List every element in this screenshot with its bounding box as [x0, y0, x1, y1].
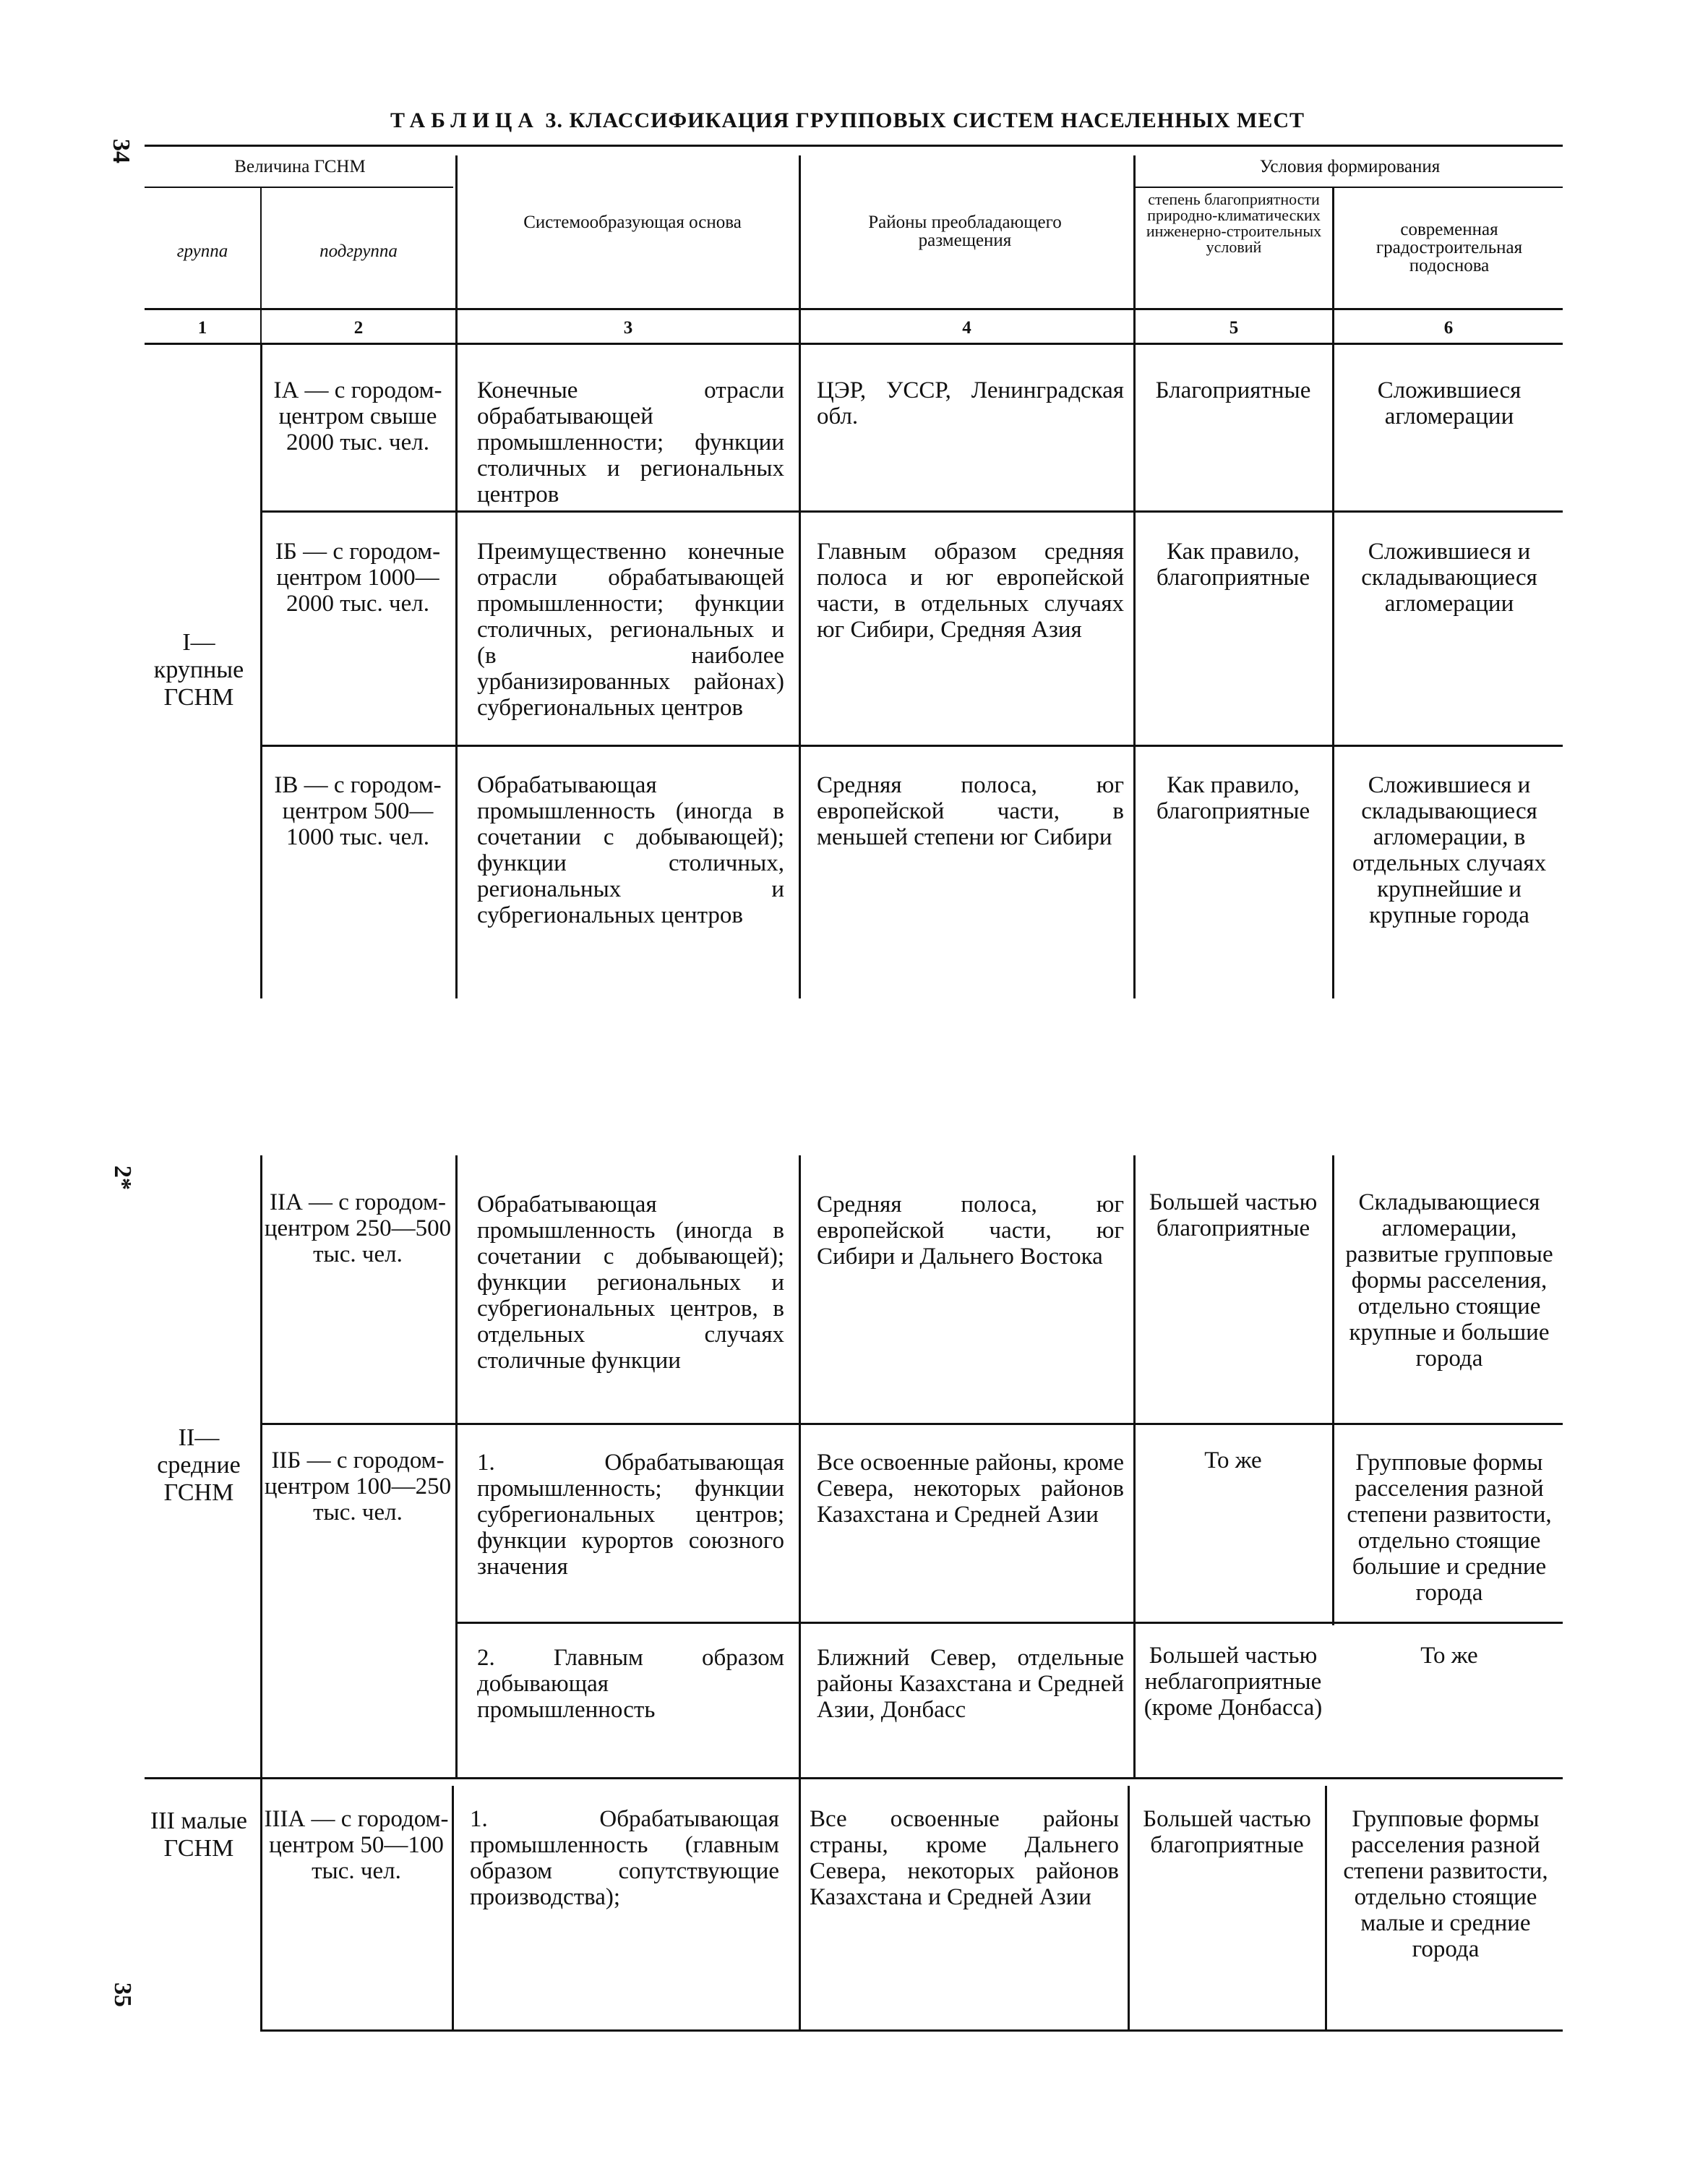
body-vline-5-last	[1325, 1786, 1327, 2032]
row-3-base: Сложившиеся и складывающиеся агломерации, в отдельных случаях крупнейшие и крупные города	[1352, 772, 1547, 928]
header-col-group: группа	[176, 241, 228, 261]
row-5-basis: 1. Обрабатывающая промышленность; функции субрегиональных центров; функции курортов союзного значения	[477, 1450, 784, 1580]
row-rule-5	[145, 1777, 1563, 1779]
row-2-basis: Преимущественно конечные отрасли обрабатывающей промышленности; функции столичных, региональных и (в наиболее урбанизированных районах) субрегиональных центров	[477, 539, 784, 721]
body-vline-4-bottom	[1133, 1155, 1136, 1777]
row-7-subgroup: IIIА — с городом-центром 50—100 тыс. чел.	[264, 1806, 449, 1884]
row-6-conditions: Большей частью неблагоприятные (кроме Донбасса)	[1143, 1643, 1323, 1721]
body-vline-3-bottom	[799, 1155, 801, 2032]
row-3-regions: Средняя полоса, юг европейской части, в меньшей степени юг Сибири	[817, 772, 1124, 850]
column-number-5: 5	[1229, 318, 1239, 338]
body-vline-4-last	[1128, 1786, 1130, 2032]
row-4-subgroup: IIА — с городом-центром 250—500 тыс. чел.	[264, 1189, 452, 1267]
row-1-base: Сложившиеся агломерации	[1377, 377, 1522, 429]
row-4-basis: Обрабатывающая промышленность (иногда в сочетании с добывающей); функции региональных и субрегиональных центров, в отдельных случаях столичные функции	[477, 1192, 784, 1374]
row-rule-4	[457, 1622, 1563, 1624]
header-conditions-rule	[1135, 187, 1563, 188]
row-1-subgroup: IА — с городом-центром свыше 2000 тыс. чел.	[273, 377, 442, 455]
header-size-group: Величина ГСНМ	[234, 157, 366, 176]
header-size-rule	[145, 187, 453, 188]
body-vline-1-bottom	[260, 1155, 262, 2032]
column-number-2: 2	[353, 318, 364, 338]
row-4-base: Складывающиеся агломерации, развитые групповые формы расселения, отдельно стоящие крупные и большие города	[1345, 1189, 1553, 1372]
table-title-text: 3. КЛАССИФИКАЦИЯ ГРУППОВЫХ СИСТЕМ НАСЕЛЕННЫХ МЕСТ	[545, 108, 1305, 132]
row-5-base: Групповые формы расселения разной степени развитости, отдельно стоящие большие и средние города	[1347, 1450, 1552, 1606]
header-vline-5	[1332, 188, 1334, 343]
table-bottom-rule	[262, 2029, 1563, 2032]
column-number-6: 6	[1443, 318, 1454, 338]
column-number-3: 3	[623, 318, 633, 338]
row-3-conditions: Как правило, благоприятные	[1156, 772, 1310, 824]
group-label-1: I—крупные ГСНМ	[153, 629, 244, 711]
header-col-regions: Районы преобладающего размещения	[868, 213, 1062, 250]
row-3-basis: Обрабатывающая промышленность (иногда в сочетании с добывающей); функции столичных, региональных и субрегиональных центров	[477, 772, 784, 928]
body-vline-2-bottom	[455, 1155, 458, 1777]
body-vline-5-top	[1332, 344, 1334, 998]
body-vline-4-top	[1133, 344, 1136, 998]
header-vline-3	[799, 155, 801, 343]
header-bottom-rule	[145, 343, 1563, 345]
row-rule-3	[262, 1423, 1563, 1425]
row-4-conditions: Большей частью благоприятные	[1149, 1189, 1318, 1241]
header-col-subgroup: подгруппа	[319, 241, 398, 261]
body-vline-2-top	[455, 344, 458, 998]
row-6-regions: Ближний Север, отдельные районы Казахстана и Средней Азии, Донбасс	[817, 1645, 1124, 1723]
table-title-label: ТАБЛИЦА	[390, 108, 539, 132]
body-vline-1-top	[260, 344, 262, 998]
header-vline-1	[260, 188, 262, 343]
page-number-left: 34	[108, 139, 134, 163]
row-7-base: Групповые формы расселения разной степени развитости, отдельно стоящие малые и средние города	[1343, 1806, 1548, 1962]
row-6-basis: 2. Главным образом добывающая промышленность	[477, 1645, 784, 1723]
header-conditions-group: Условия формирования	[1259, 157, 1441, 176]
row-7-regions: Все освоенные районы страны, кроме Дальнего Севера, некоторых районов Казахстана и Средней Азии	[810, 1806, 1119, 1910]
row-7-conditions: Большей частью благоприятные	[1143, 1806, 1311, 1858]
column-number-1: 1	[197, 318, 207, 338]
row-5-regions: Все освоенные районы, кроме Севера, некоторых районов Казахстана и Средней Азии	[817, 1450, 1124, 1528]
row-7-basis: 1. Обрабатывающая промышленность (главным образом сопутствующие производства);	[470, 1806, 779, 1910]
body-vline-5-bottom	[1332, 1155, 1334, 1625]
row-5-subgroup: IIБ — с городом-центром 100—250 тыс. чел.	[264, 1447, 452, 1526]
row-rule-2	[262, 745, 1563, 747]
group-label-3: III малые ГСНМ	[150, 1808, 248, 1862]
row-2-subgroup: IБ — с городом-центром 1000—2000 тыс. чел.	[275, 539, 441, 617]
row-1-conditions: Благоприятные	[1155, 377, 1311, 403]
table-title	[390, 108, 1475, 133]
page-number-right: 35	[109, 1982, 136, 2007]
row-6-base: То же	[1420, 1643, 1478, 1669]
row-2-conditions: Как правило, благоприятные	[1156, 539, 1310, 591]
body-vline-3-top	[799, 344, 801, 998]
group-label-2: II—средние ГСНМ	[157, 1424, 241, 1506]
row-2-regions: Главным образом средняя полоса и юг европейской части, в отдельных случаях юг Сибири, Средняя Азия	[817, 539, 1124, 643]
header-top-rule	[145, 145, 1563, 147]
row-5-conditions: То же	[1204, 1447, 1262, 1473]
row-rule-1	[262, 510, 1563, 513]
row-1-regions: ЦЭР, УССР, Ленинградская обл.	[817, 377, 1124, 429]
signature-mark: 2*	[109, 1165, 136, 1190]
row-2-base: Сложившиеся и складывающиеся агломерации	[1361, 539, 1537, 617]
row-3-subgroup: IВ — с городом-центром 500—1000 тыс. чел.	[274, 772, 442, 850]
header-col-basis: Системообразующая основа	[523, 213, 742, 232]
header-col-base: современная градостроительная подоснова	[1376, 220, 1523, 275]
body-vline-2-last	[452, 1786, 454, 2032]
row-1-basis: Конечные отрасли обрабатывающей промышленности; функции столичных и региональных центров	[477, 377, 784, 508]
header-col-conditions: степень благоприятности природно-климатических инженерно-строительных условий	[1146, 190, 1322, 256]
header-vline-4	[1133, 155, 1136, 343]
column-number-4: 4	[962, 318, 971, 338]
row-4-regions: Средняя полоса, юг европейской части, юг Сибири и Дальнего Востока	[817, 1192, 1124, 1270]
header-vline-2	[455, 155, 458, 343]
header-mid-rule	[145, 308, 1563, 310]
